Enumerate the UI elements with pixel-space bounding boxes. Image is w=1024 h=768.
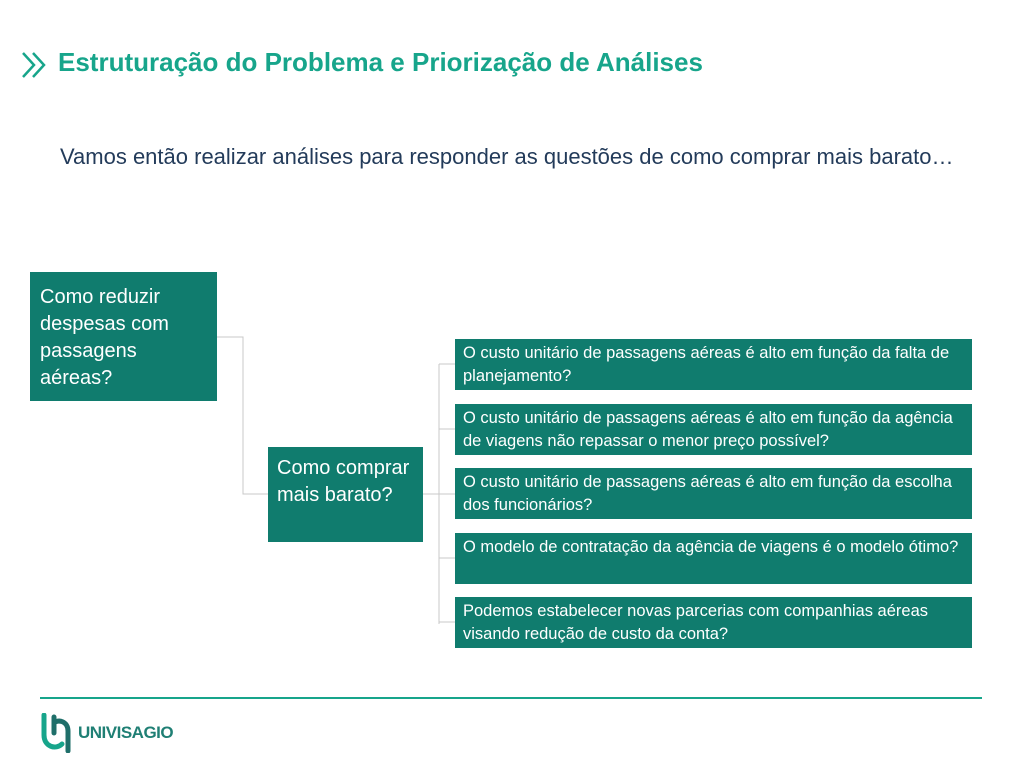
middle-question-box: Como comprar mais barato? — [268, 447, 423, 542]
intro-text: Vamos então realizar análises para responder as questões de como comprar mais barato… — [60, 144, 954, 169]
leaf-question-box: Podemos estabelecer novas parcerias com companhias aéreas visando redução de custo da conta? — [455, 597, 972, 648]
logo-text: UNIVISAGIO — [78, 723, 174, 742]
root-question-box: Como reduzir despesas com passagens aéreas? — [30, 272, 217, 401]
leaf-question-box: O custo unitário de passagens aéreas é alto em função da escolha dos funcionários? — [455, 468, 972, 519]
footer-divider — [40, 697, 982, 699]
leaf-question-box: O custo unitário de passagens aéreas é alto em função da agência de viagens não repassar o menor preço possível? — [455, 404, 972, 455]
connector-root-mid — [217, 337, 268, 494]
leaf-question-box: O custo unitário de passagens aéreas é alto em função da falta de planejamento? — [455, 339, 972, 390]
univisagio-logo-icon — [40, 713, 72, 753]
leaf-question-box: O modelo de contratação da agência de viagens é o modelo ótimo? — [455, 533, 972, 584]
page-title: Estruturação do Problema e Priorização de Análises — [58, 47, 703, 77]
